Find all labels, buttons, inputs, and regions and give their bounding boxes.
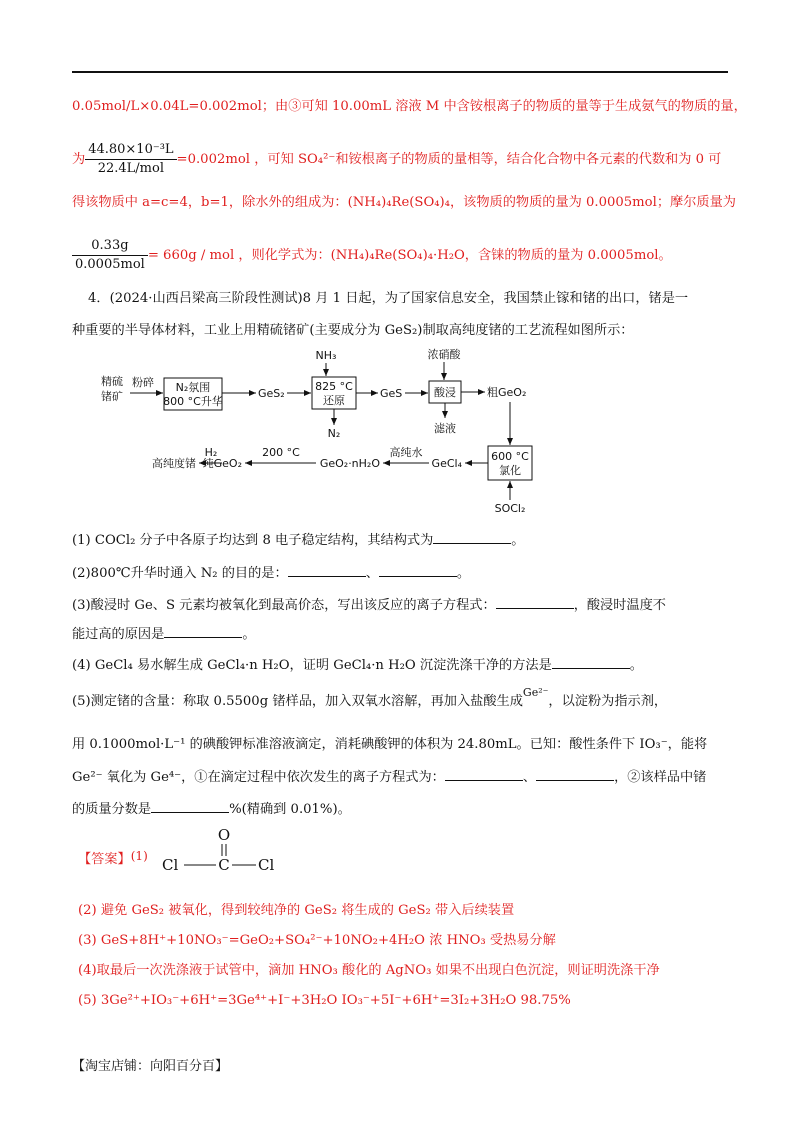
answer-blank <box>164 625 242 638</box>
question-2-sep: 、 <box>365 566 379 581</box>
answer-blank <box>536 768 614 781</box>
box-reduction-line2: 还原 <box>323 394 345 407</box>
chlorine-atom-left: Cl <box>162 856 179 874</box>
question-4 <box>72 656 643 675</box>
question-intro-1: 4．(2024·山西吕梁高三阶段性测试)8 月 1 日起，为了国家信息安全，我国禁止镓和锗的出口，锗是一 <box>88 291 689 306</box>
n2-label: N₂ <box>327 427 341 440</box>
oxygen-atom: O <box>217 826 231 844</box>
fraction-ammonia-denominator: 22.4L/mol <box>97 161 164 176</box>
question-5a-end: ，以淀粉为指示剂， <box>548 694 668 709</box>
question-5d-text: 的质量分数是 <box>72 802 152 817</box>
question-1 <box>72 531 524 550</box>
cocl2-structure <box>160 824 280 876</box>
question-3a-end: ，酸浸时温度不 <box>573 598 666 613</box>
question-5d <box>72 800 351 819</box>
fraction-molar-mass-numerator: 0.33g <box>72 238 148 256</box>
question-5d-end: %(精确到 0.01%)。 <box>229 802 351 817</box>
answer-2: (2) 避免 GeS₂ 被氧化，得到较纯净的 GeS₂ 将生成的 GeS₂ 带入后续装置 <box>78 903 515 918</box>
answer-tag: 【答案】 <box>78 852 131 867</box>
question-4-text: (4) GeCl₄ 易水解生成 GeCl₄·n H₂O，证明 GeCl₄·n H₂O 沉淀洗涤干净的方法是 <box>72 658 552 673</box>
box-reduction-line1: 825 °C <box>315 380 353 393</box>
answer-3: (3) GeS+8H⁺+10NO₃⁻=GeO₂+SO₄²⁻+10NO₂+4H₂O 浓 HNO₃ 受热易分解 <box>78 933 556 948</box>
question-5c <box>72 768 706 787</box>
answer-5: (5) 3Ge²⁺+IO₃⁻+6H⁺=3Ge⁴⁺+I⁻+3H₂O IO₃⁻+5I⁻+6H⁺=3I₂+3H₂O 98.75% <box>78 993 571 1008</box>
question-intro-2: 种重要的半导体材料，工业上用精硫锗矿(主要成分为 GeS₂)制取高纯度锗的工艺流程如图所示： <box>72 323 634 338</box>
question-2 <box>72 564 470 583</box>
question-5a-ion: Ge²⁻ <box>522 686 549 699</box>
question-5c-text: Ge²⁻ 氧化为 Ge⁴⁻，①在滴定过程中依次发生的离子方程式为： <box>72 770 445 785</box>
filtrate-label: 滤液 <box>434 422 456 435</box>
question-2-text: (2)800℃升华时通入 N₂ 的目的是： <box>72 566 288 581</box>
h2-label: H₂ <box>204 446 218 459</box>
answer-blank <box>288 564 366 577</box>
solution-line-3: 得该物质中 a=c=4，b=1，除水外的组成为：(NH₄)₄Re(SO₄)₄，该物质的物质的量为 0.0005mol；摩尔质量为 <box>72 195 736 210</box>
crude-geo2-label: 粗GeO₂ <box>487 386 527 399</box>
grind-label: 粉碎 <box>132 376 154 389</box>
carbon-atom: C <box>218 856 230 874</box>
box-sublimation-line1: N₂氛围 <box>175 381 211 394</box>
solution-line-1: 0.05mol/L×0.04L=0.002mol；由③可知 10.00mL 溶液 M 中含铵根离子的物质的量等于生成氨气的物质的量， <box>72 99 747 114</box>
question-5b: 用 0.1000mol·L⁻¹ 的碘酸钾标准溶液滴定，消耗碘酸钾的体积为 24.80mL。已知：酸性条件下 IO₃⁻，能将 <box>72 737 708 752</box>
answer-blank <box>151 800 229 813</box>
answer-4: (4)取最后一次洗涤液于试管中，滴加 HNO₃ 酸化的 AgNO₃ 如果不出现白色沉淀，则证明洗涤干净 <box>78 963 660 978</box>
ore-label-2: 锗矿 <box>101 390 123 403</box>
question-5c-sep: 、 <box>522 770 537 785</box>
solution-line-4-rest: = 660g / mol ，则化学式为：(NH₄)₄Re(SO₄)₄·H₂O，含铼的物质的量为 0.0005mol。 <box>147 248 672 263</box>
question-3b <box>72 625 256 644</box>
answer-blank <box>552 656 630 669</box>
gecl4-label: GeCl₄ <box>431 457 462 470</box>
question-1-end: 。 <box>511 533 525 548</box>
question-1-text: (1) COCl₂ 分子中各原子均达到 8 电子稳定结构，其结构式为 <box>72 533 434 548</box>
question-4-end: 。 <box>629 658 643 673</box>
ges-label: GeS <box>380 387 403 400</box>
ges2-label: GeS₂ <box>258 387 285 400</box>
question-2-end: 。 <box>456 566 471 581</box>
question-3b-end: 。 <box>242 627 256 642</box>
fraction-ammonia-numerator: 44.80×10⁻³L <box>85 142 176 160</box>
answer-blank <box>433 531 511 544</box>
question-3a-text: (3)酸浸时 Ge、S 元素均被氧化到最高价态，写出该反应的离子方程式： <box>72 598 496 613</box>
answer-blank <box>379 564 457 577</box>
question-5a-text: (5)测定锗的含量：称取 0.5500g 锗样品，加入双氧水溶解，再加入盐酸生成 <box>72 694 523 709</box>
pure-geo2-label: 纯GeO₂ <box>202 457 242 470</box>
temp-200-label: 200 °C <box>262 446 300 459</box>
question-3a <box>72 596 666 615</box>
nh3-label: NH₃ <box>315 349 337 362</box>
product-label: 高纯度锗 <box>152 457 196 470</box>
box-chlorination-line2: 氯化 <box>499 464 521 477</box>
answer-header <box>78 850 148 869</box>
box-sublimation-line2: 800 °C升华 <box>163 395 223 408</box>
footer-shop-label: 【淘宝店铺：向阳百分百】 <box>72 1059 229 1074</box>
question-5c-end: ，②该样品中锗 <box>614 770 707 785</box>
answer-1-number: (1) <box>130 849 148 863</box>
solution-line-2-prefix: 为 <box>72 152 86 167</box>
box-chlorination-line1: 600 °C <box>491 450 529 463</box>
solution-line-2-rest: =0.002mol ，可知 SO₄²⁻和铵根离子的物质的量相等，结合化合物中各元素的代数和为 0 可 <box>176 152 722 167</box>
ore-label-1: 精硫 <box>101 375 123 388</box>
answer-blank <box>496 596 574 609</box>
box-acid-leach-label: 酸浸 <box>434 386 456 399</box>
hydrate-label: GeO₂·nH₂O <box>319 457 380 470</box>
question-5a <box>72 686 668 711</box>
fraction-molar-mass-denominator: 0.0005mol <box>75 257 145 272</box>
pure-water-label: 高纯水 <box>389 446 423 459</box>
socl2-label: SOCl₂ <box>494 502 526 515</box>
nitric-label: 浓硝酸 <box>427 348 461 361</box>
chlorine-atom-right: Cl <box>258 856 275 874</box>
question-3b-text: 能过高的原因是 <box>72 627 165 642</box>
answer-blank <box>445 768 523 781</box>
